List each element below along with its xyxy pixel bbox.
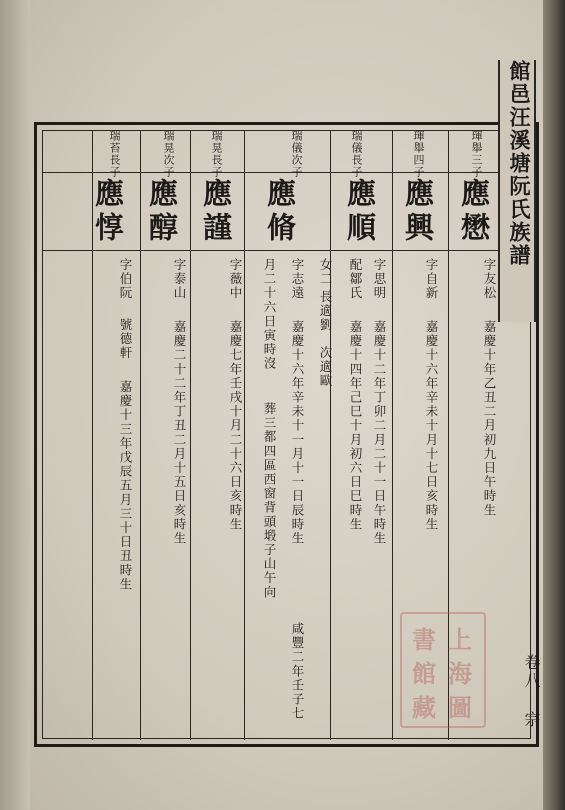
birth-record: 嘉慶十六年辛未十一月十一日辰時生: [290, 320, 305, 546]
person-name: 應惇: [91, 178, 125, 246]
birth-record: 嘉慶十六年辛未十月十七日亥時生: [424, 320, 439, 532]
lineage-label: 瑞晃長子: [210, 130, 223, 178]
courtesy-name: 字友松: [482, 258, 497, 301]
person-name: 應謹: [199, 178, 233, 246]
book-spine: [543, 0, 565, 810]
birth-record: 嘉慶七年壬戌十月二十六日亥時生: [228, 320, 243, 532]
daughter-marriage: 長適劉: [318, 290, 333, 333]
person-name: 應脩: [263, 178, 297, 246]
lineage-label: 琿舉三子: [470, 130, 483, 178]
lineage-label: 瑞晃次子: [162, 130, 175, 178]
page-gutter: [0, 0, 30, 810]
courtesy-name: 字薇中: [228, 258, 243, 301]
birth-record: 嘉慶十二年丁卯二月二十一日午時生: [372, 320, 387, 546]
person-name: 應順: [343, 178, 377, 246]
birth-record: 嘉慶二十二年丁丑二月十五日亥時生: [172, 320, 187, 546]
art-name: 號德軒: [118, 318, 133, 361]
death-record-continued: 月二十六日寅時沒: [262, 258, 277, 371]
seal-character: 海: [448, 659, 472, 688]
courtesy-name: 字志遠: [290, 258, 305, 301]
seal-character: 藏: [412, 693, 436, 722]
seal-character: 圖: [448, 693, 472, 722]
spouse-birth-record: 嘉慶十四年己巳十月初六日巳時生: [348, 320, 363, 532]
column-rule: [330, 130, 331, 740]
seal-character: 書: [412, 625, 436, 654]
column-rule: [140, 130, 141, 740]
spouse-record: 配鄒氏: [348, 258, 363, 301]
daughters-record: 女二: [318, 258, 333, 287]
book-title: 館邑汪溪塘阮氏族譜: [498, 60, 536, 322]
library-seal: [400, 612, 486, 728]
person-name: 應醇: [145, 178, 179, 246]
lineage-label: 瑞儀長子: [350, 130, 363, 178]
column-rule: [392, 130, 393, 740]
daughter-marriage: 次適歐: [318, 346, 333, 389]
courtesy-name: 字伯阮: [118, 258, 133, 301]
courtesy-name: 字思明: [372, 258, 387, 301]
death-record: 咸豐二年壬子七: [290, 622, 305, 721]
birth-record: 嘉慶十年乙丑二月初九日午時生: [482, 320, 497, 518]
lineage-label: 琿舉四子: [412, 130, 425, 178]
courtesy-name: 字自新: [424, 258, 439, 301]
seal-character: 上: [448, 625, 472, 654]
burial-record: 葬三都四區西窗背頭塅子山午向: [262, 402, 277, 600]
lineage-label: 瑞苔長子: [108, 130, 121, 178]
volume-marker: 卷八 宗: [522, 654, 541, 729]
lineage-label: 瑞儀次子: [290, 130, 303, 178]
column-rule: [244, 130, 245, 740]
courtesy-name: 字泰山: [172, 258, 187, 301]
person-name: 應興: [401, 178, 435, 246]
name-divider: [42, 250, 533, 251]
birth-record: 嘉慶十三年戊辰五月三十日丑時生: [118, 380, 133, 592]
column-rule: [190, 130, 191, 740]
seal-character: 館: [412, 659, 436, 688]
person-name: 應懋: [457, 178, 491, 246]
